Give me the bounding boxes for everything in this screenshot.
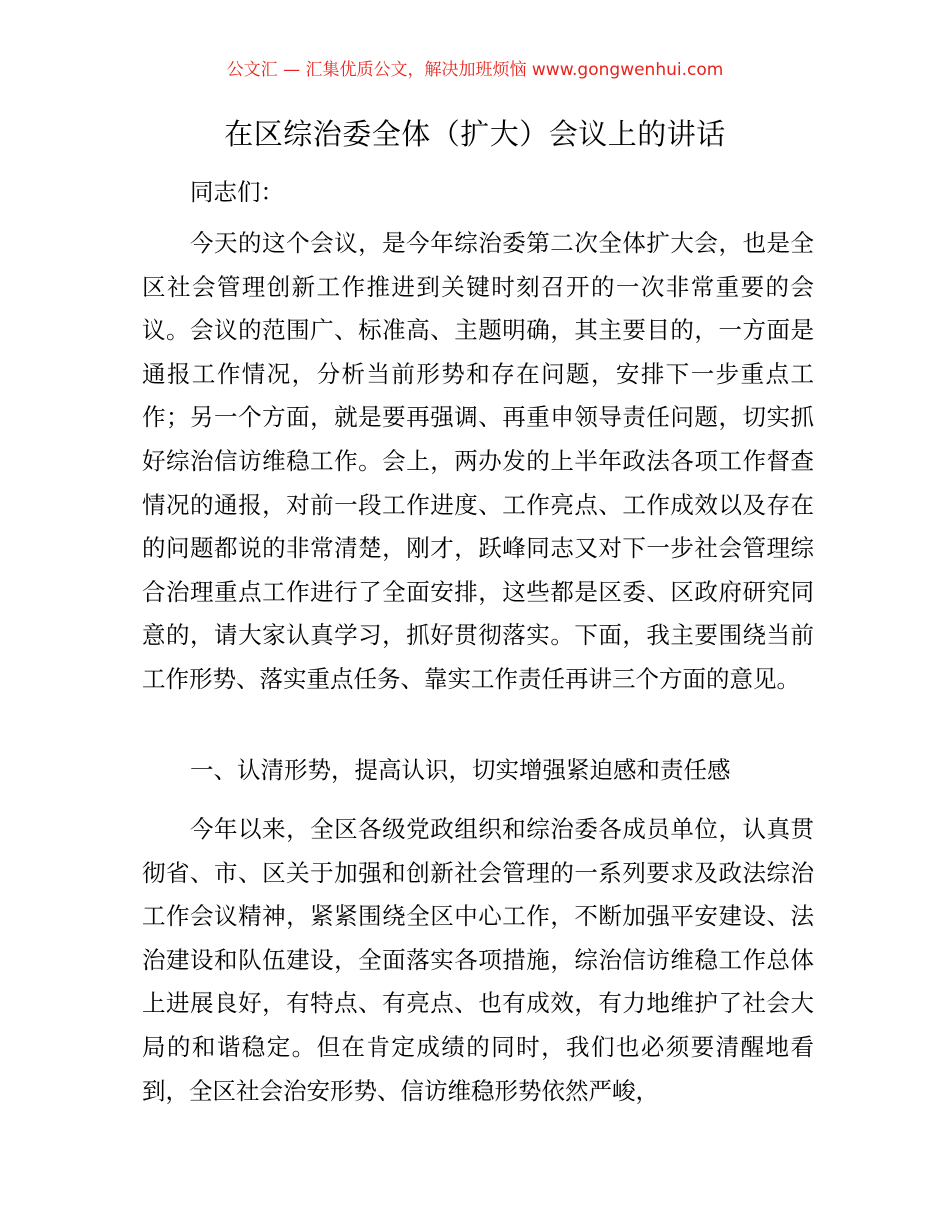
paragraph-intro: 今天的这个会议，是今年综治委第二次全体扩大会，也是全区社会管理创新工作推进到关键时刻召开的一次非常重要的会议。会议的范围广、标准高、主题明确，其主要目的，一方面是通报工作情况，分析当前形势和存在问题，安排下一步重点工作；另一个方面，就是要再强调、再重申领导责任问题，切实抓好综治信访维稳工作。会上，两办发的上半年政法各项工作督查情况的通报，对前一段工作进度、工作亮点、工作成效以及存在的问题都说的非常清楚，刚才，跃峰同志又对下一步社会管理综合治理重点工作进行了全面安排，这些都是区委、区政府研究同意的，请大家认真学习，抓好贯彻落实。下面，我主要围绕当前工作形势、落实重点任务、靠实工作责任再讲三个方面的意见。	[142, 229, 814, 693]
document-title: 在区综治委全体（扩大）会议上的讲话	[224, 117, 726, 151]
paragraph-body: 今年以来，全区各级党政组织和综治委各成员单位，认真贯彻省、市、区关于加强和创新社会管理的一系列要求及政法综治工作会议精神，紧紧围绕全区中心工作，不断加强平安建设、法治建设和队伍建设，全面落实各项措施，综治信访维稳工作总体上进展良好，有特点、有亮点、也有成效，有力地维护了社会大局的和谐稳定。但在肯定成绩的同时，我们也必须要清醒地看到，全区社会治安形势、信访维稳形势依然严峻，	[142, 815, 814, 1105]
salutation: 同志们：	[190, 178, 284, 206]
section-heading: 一、认清形势，提高认识，切实增强紧迫感和责任感	[190, 756, 731, 784]
watermark-header: 公文汇 — 汇集优质公文，解决加班烦恼 www.gongwenhui.com	[226, 60, 724, 80]
